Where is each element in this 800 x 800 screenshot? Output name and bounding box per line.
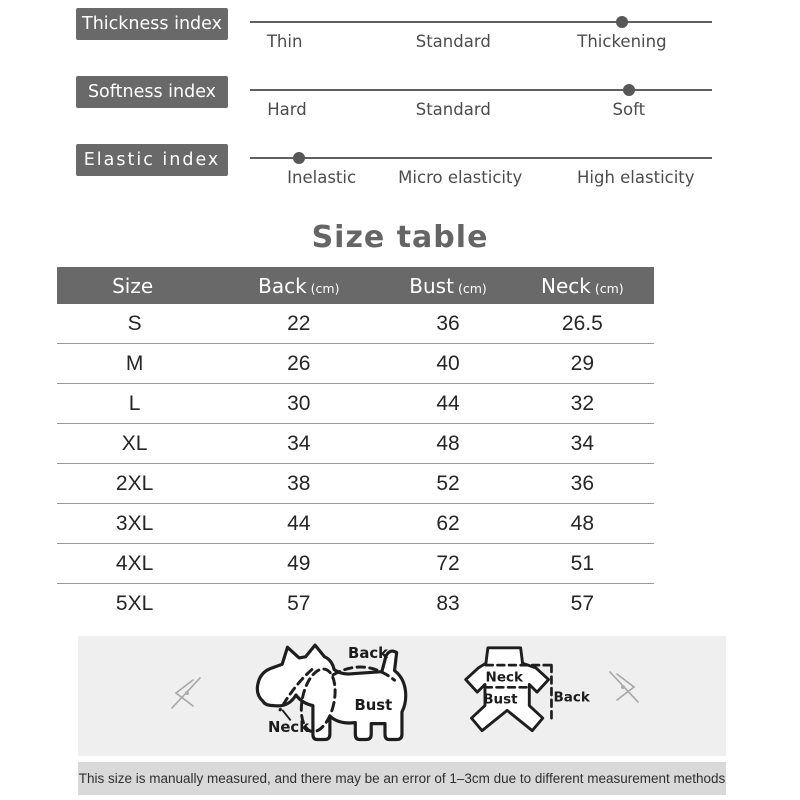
dog-bust-label: Bust <box>354 696 393 714</box>
cell-bust: 36 <box>436 311 460 335</box>
size-table <box>57 267 654 623</box>
cell-neck: 36 <box>570 471 595 495</box>
cell-back: 22 <box>287 311 311 335</box>
garment-back-label: Back <box>553 689 590 706</box>
table-row <box>57 344 654 384</box>
cell-neck: 51 <box>570 551 595 575</box>
cell-neck: 48 <box>570 511 595 535</box>
tick-standard: Standard <box>415 32 491 51</box>
table-row <box>57 504 654 544</box>
cell-neck: 57 <box>570 591 595 615</box>
elastic-slider-dot <box>293 152 305 164</box>
elastic-slider <box>250 142 712 202</box>
cell-size: 3XL <box>115 511 154 535</box>
cell-bust: 48 <box>436 431 460 455</box>
thickness-slider <box>250 6 712 66</box>
cell-neck: 32 <box>570 391 595 415</box>
cell-size: S <box>127 311 142 335</box>
carousel-left-arrow-icon[interactable] <box>166 672 206 712</box>
cell-back: 30 <box>287 391 311 415</box>
cell-size: M <box>125 351 144 375</box>
tick-hard: Hard <box>267 100 307 119</box>
tick-inelastic: Inelastic <box>287 168 357 187</box>
garment-measurement-diagram <box>444 642 604 748</box>
thickness-index-row <box>0 6 800 68</box>
cell-back: 38 <box>287 471 311 495</box>
cell-bust: 62 <box>436 511 460 535</box>
column-header-back-label: Back <box>258 273 307 298</box>
column-header-back <box>212 274 385 298</box>
cell-bust: 72 <box>436 551 460 575</box>
thickness-index-label: Thickness index <box>76 8 228 40</box>
column-header-neck <box>511 274 654 298</box>
cell-size: L <box>128 391 141 415</box>
cell-back: 57 <box>287 591 311 615</box>
tick-standard: Standard <box>415 100 491 119</box>
softness-slider-track <box>250 89 712 91</box>
column-header-size <box>57 274 212 298</box>
column-header-bust-unit: (cm) <box>457 280 487 296</box>
cell-bust: 44 <box>436 391 460 415</box>
cell-bust: 40 <box>436 351 460 375</box>
cell-size: 4XL <box>115 551 154 575</box>
elastic-slider-track <box>250 157 712 159</box>
table-row <box>57 544 654 584</box>
table-row <box>57 584 654 623</box>
cell-bust: 83 <box>436 591 460 615</box>
garment-bust-label: Bust <box>483 691 518 708</box>
size-table-title: Size table <box>311 220 489 255</box>
column-header-bust-label: Bust <box>409 273 454 298</box>
elastic-index-row <box>0 142 800 204</box>
cell-size: 2XL <box>115 471 154 495</box>
cell-neck: 34 <box>570 431 595 455</box>
tick-thin: Thin <box>266 32 303 51</box>
tick-thickening: Thickening <box>577 32 667 51</box>
softness-index-row <box>0 74 800 136</box>
elastic-index-label: Elastic index <box>76 144 228 176</box>
tick-micro-elasticity: Micro elasticity <box>398 168 523 187</box>
dog-measurement-diagram <box>248 642 416 748</box>
softness-slider <box>250 74 712 134</box>
table-row <box>57 424 654 464</box>
size-table-header <box>57 267 654 304</box>
column-header-neck-unit: (cm) <box>594 280 624 296</box>
column-header-size-label: Size <box>112 273 154 298</box>
column-header-bust <box>385 274 510 298</box>
tick-soft: Soft <box>612 100 646 119</box>
dog-neck-label: Neck <box>267 719 310 737</box>
cell-neck: 26.5 <box>561 311 603 335</box>
cell-bust: 52 <box>436 471 460 495</box>
cell-back: 44 <box>287 511 311 535</box>
carousel-right-arrow-icon[interactable] <box>604 666 644 706</box>
cell-size: 5XL <box>115 591 154 615</box>
softness-index-label: Softness index <box>76 76 228 108</box>
dog-back-label: Back <box>348 644 389 662</box>
table-row <box>57 464 654 504</box>
tick-high-elasticity: High elasticity <box>576 168 695 187</box>
cell-back: 26 <box>287 351 311 375</box>
table-row <box>57 384 654 424</box>
cell-back: 49 <box>287 551 311 575</box>
cell-back: 34 <box>287 431 311 455</box>
measurement-illustration-panel <box>78 636 726 756</box>
table-row <box>57 304 654 344</box>
softness-slider-dot <box>623 84 635 96</box>
cell-size: XL <box>121 431 148 455</box>
measurement-disclaimer: This size is manually measured, and there may be an error of 1–3cm due to different measurement methods <box>78 762 726 795</box>
column-header-back-unit: (cm) <box>310 280 340 296</box>
thickness-slider-dot <box>616 16 628 28</box>
thickness-slider-track <box>250 21 712 23</box>
garment-neck-label: Neck <box>485 669 523 686</box>
column-header-neck-label: Neck <box>541 273 591 298</box>
cell-neck: 29 <box>570 351 595 375</box>
